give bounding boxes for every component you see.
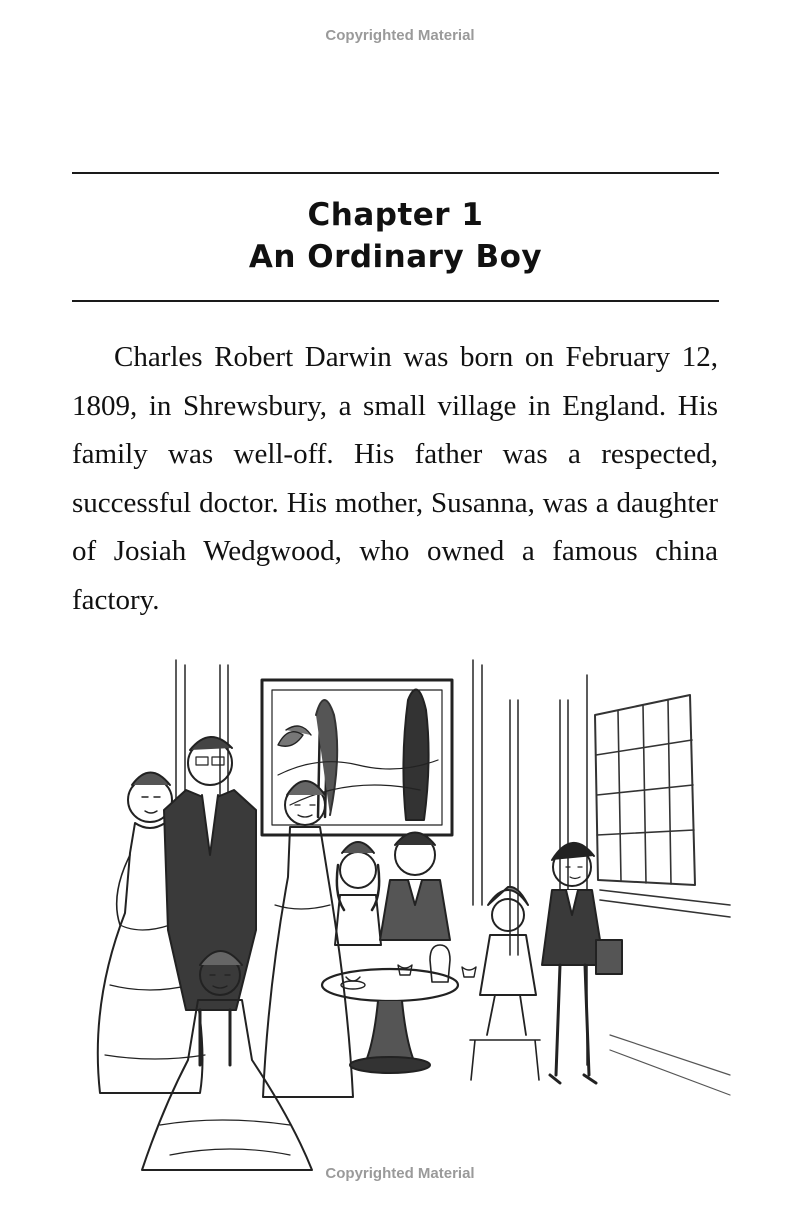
window bbox=[595, 695, 730, 917]
copyright-watermark-top: Copyrighted Material bbox=[325, 27, 475, 44]
figure-girl-curls bbox=[335, 842, 381, 945]
floor bbox=[610, 1035, 730, 1095]
figure-father bbox=[164, 737, 256, 1065]
figure-boy-charles bbox=[542, 843, 622, 1083]
darwin-family-illustration bbox=[90, 655, 740, 1195]
figure-young-man bbox=[380, 833, 450, 941]
chapter-rule-top bbox=[72, 172, 719, 174]
chapter-title: An Ordinary Boy bbox=[248, 239, 543, 275]
figure-young-woman bbox=[263, 781, 353, 1097]
landscape-painting bbox=[262, 680, 452, 835]
figure-small-child bbox=[470, 887, 540, 1080]
copyright-watermark-bottom: Copyrighted Material bbox=[325, 1165, 475, 1182]
chapter-number: Chapter 1 bbox=[307, 197, 484, 233]
chapter-rule-bottom bbox=[72, 300, 719, 302]
body-paragraph: Charles Robert Darwin was born on February 12, 1809, in Shrewsbury, a small village in England. His family was well-off. His father was a respected, successful doctor. His mother, Susanna, was a daughter of Josiah Wedgwood, who owned a famous china factory. bbox=[72, 341, 718, 616]
chapter-heading bbox=[72, 194, 719, 278]
